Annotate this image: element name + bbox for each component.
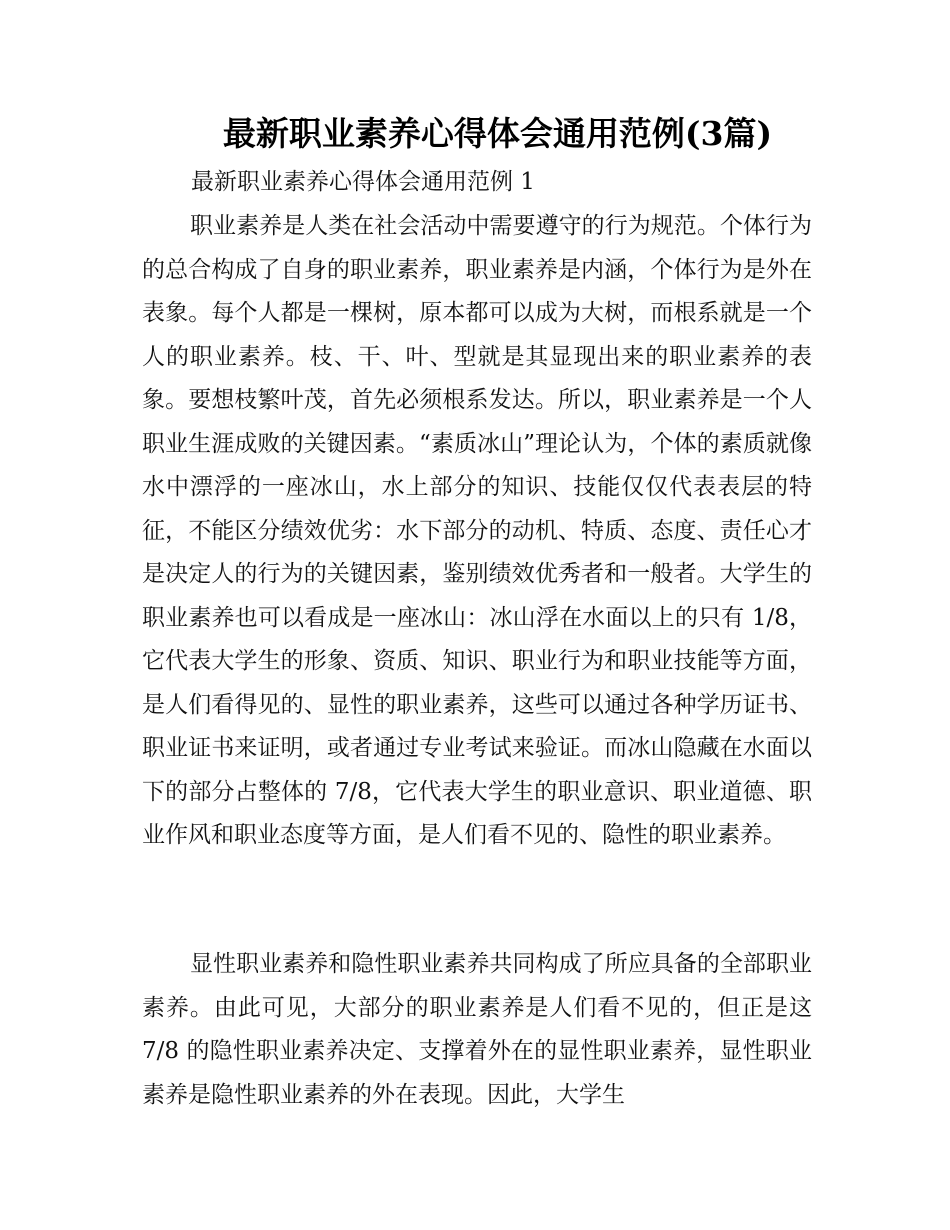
body-paragraph-1: 职业素养是人类在社会活动中需要遵守的行为规范。个体行为的总合构成了自身的职业素养，职业素养是内涵，个体行为是外在表象。每个人都是一棵树，原本都可以成为大树，而根系就是一个人的职业素养。枝、干、叶、型就是其显现出来的职业素养的表象。要想枝繁叶茂，首先必须根系发达。所以，职业素养是一个人职业生涯成败的关键因素。“素质冰山”理论认为，个体的素质就像水中漂浮的一座冰山，水上部分的知识、技能仅仅代表表层的特征，不能区分绩效优劣：水下部分的动机、特质、态度、责任心才是决定人的行为的关键因素，鉴别绩效优秀者和一般者。大学生的职业素养也可以看成是一座冰山：冰山浮在水面以上的只有 1/8，它代表大学生的形象、资质、知识、职业行为和职业技能等方面，是人们看得见的、显性的职业素养，这些可以通过各种学历证书、职业证书来证明，或者通过专业考试来验证。而冰山隐藏在水面以下的部分占整体的 7/8，它代表大学生的职业意识、职业道德、职业作风和职业态度等方面，是人们看不见的、隐性的职业素养。 [142, 213, 812, 848]
body-paragraph-2: 显性职业素养和隐性职业素养共同构成了所应具备的全部职业素养。由此可见，大部分的职业素养是人们看不见的，但正是这 7/8 的隐性职业素养决定、支撑着外在的显性职业素养，显性职业素养是隐性职业素养的外在表现。因此，大学生 [142, 951, 812, 1108]
document-title: 最新职业素养心得体会通用范例(3篇) [222, 114, 773, 153]
section-subtitle: 最新职业素养心得体会通用范例 1 [191, 169, 535, 195]
